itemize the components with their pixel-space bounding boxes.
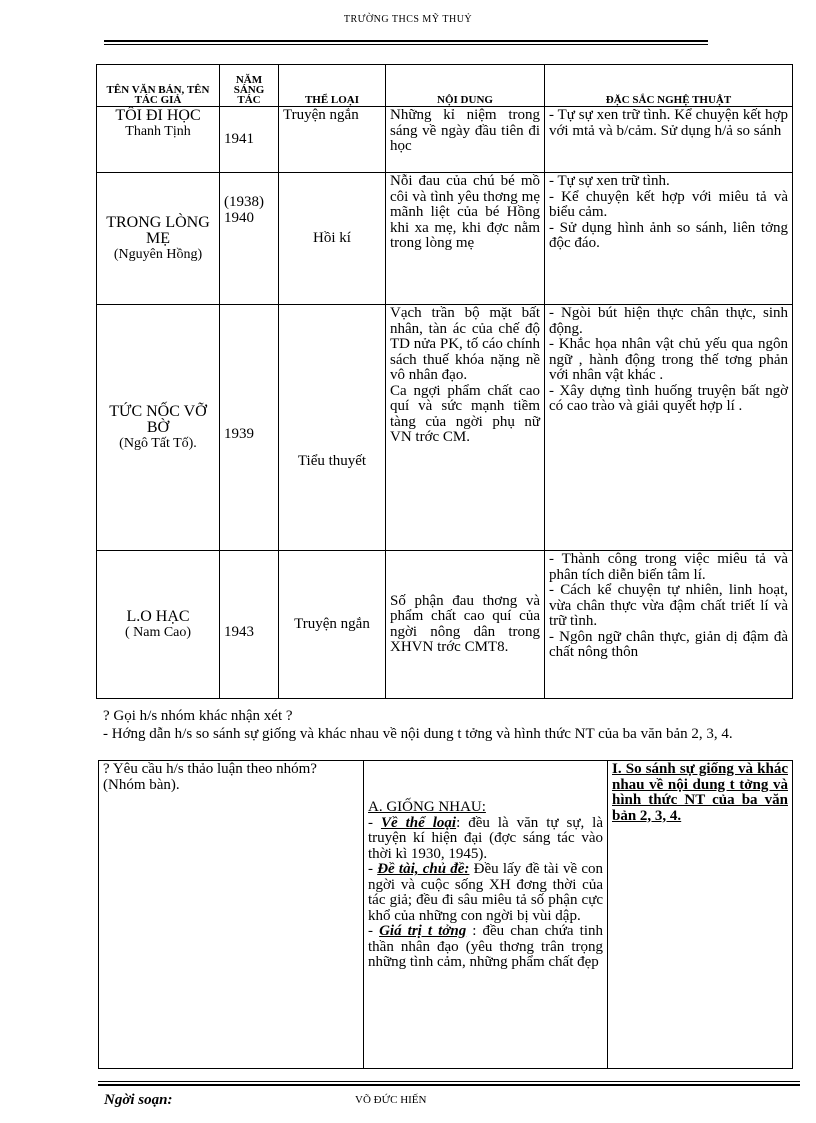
item-label: Giá trị t tởng <box>379 923 467 939</box>
note-line: ? Gọi h/s nhóm khác nhận xét ? <box>103 708 293 724</box>
table-row <box>97 107 793 173</box>
item-label: Đề tài, chủ đề: <box>377 861 470 877</box>
work-year: 1939 <box>220 305 279 551</box>
footer-author-label: Ngời soạn: <box>104 1092 173 1108</box>
work-content: Số phận đau thơng và phẩm chất cao quí của ngời nông dân trong XHVN trớc CMT8. <box>386 551 545 699</box>
work-title: L.O HẠC <box>126 608 190 625</box>
work-art: - Tự sự xen trữ tình. Kể chuyện kết hợp với mtả và b/cảm. Sử dụng h/ả so sánh <box>545 107 793 173</box>
work-art: - Thành công trong việc miêu tả và phân tích diễn biến tâm lí. - Cách kể chuyện tự nhiên, linh hoạt, vừa chân thực vừa đậm chất triết lí và trữ tình. - Ngôn ngữ chân thực, giản dị đậm đà chất nông thôn <box>545 551 793 699</box>
comparison-item: - Về thể loại: đều là văn tự sự, là truyện kí hiện đại (đợc sáng tác vào thời kì 1930, 1945). <box>368 814 603 862</box>
work-genre: Truyện ngắn <box>279 107 386 173</box>
page-header: TRƯỜNG THCS MỸ THUỶ <box>343 14 473 25</box>
work-content: Nỗi đau của chú bé mồ côi và tình yêu thơng mẹ mãnh liệt của bé Hồng khi xa mẹ, khi đợc nằm trong lòng mẹ <box>386 173 545 305</box>
note-line: - Hớng dẫn h/s so sánh sự giống và khác nhau về nội dung t tởng và hình thức NT của ba văn bản 2, 3, 4. <box>103 726 733 742</box>
work-author: ( Nam Cao) <box>124 625 192 640</box>
item-text: Đều lấy đề tài về con ngời và cuộc sống XH đơng thời của tác giả; đều đi sâu miêu tả số phận cực khổ của những con ngời bị vùi dập. <box>368 861 604 924</box>
work-cell <box>97 173 220 305</box>
work-year: 1943 <box>220 551 279 699</box>
table-row <box>97 551 793 699</box>
work-content: Những kỉ niệm trong sáng về ngày đầu tiên đi học <box>386 107 545 173</box>
work-title: TRONG LÒNG MẸ <box>106 214 210 247</box>
work-year: 1941 <box>220 107 279 173</box>
work-genre: Tiểu thuyết <box>279 305 386 551</box>
work-art: - Tự sự xen trữ tình. - Kể chuyện kết hợp với miêu tả và biểu cảm. - Sử dụng hình ảnh so sánh, liên tởng độc đáo. <box>545 173 793 305</box>
work-cell <box>97 107 220 173</box>
activity-cell: ? Yêu cầu h/s thảo luận theo nhóm? (Nhóm bàn). <box>99 761 364 1069</box>
works-table <box>96 64 793 699</box>
work-title: TỨC NỐC VỠ BỜ <box>109 403 207 436</box>
section-a-heading: A. GIỐNG NHAU: <box>368 799 486 815</box>
work-cell <box>97 305 220 551</box>
header-title-author: TÊN VĂN BẢN, TÊN TÁC GIẢ <box>97 65 220 107</box>
footer-rule <box>98 1081 800 1086</box>
work-genre: Hồi kí <box>279 173 386 305</box>
item-label: Về thể loại <box>380 814 457 831</box>
header-year: NĂM SÁNG TÁC <box>220 65 279 107</box>
comparison-item: - Đề tài, chủ đề: Đều lấy đề tài về con ngời và cuộc sống XH đơng thời của tác giả; đều đi sâu miêu tả số phận cực khổ của những con ngời bị vùi dập. <box>368 861 604 924</box>
comparison-content <box>364 761 608 1069</box>
section-heading: I. So sánh sự giống và khác nhau về nội dung t tởng và hình thức NT của ba văn bản 2, 3, 4. <box>608 761 793 1069</box>
work-title: TÔI ĐI HỌC <box>115 107 201 124</box>
header-art: ĐẶC SẮC NGHỆ THUẬT <box>545 65 793 107</box>
work-content: Vạch trần bộ mặt bất nhân, tàn ác của chế độ TD nửa PK, tố cáo chính sách thuế khóa nặng nề vô nhân đạo. Ca ngợi phẩm chất cao quí và sức mạnh tiềm tàng của ngời phụ nữ VN trớc CM. <box>386 305 545 551</box>
comparison-table <box>98 760 793 1069</box>
work-author: (Ngô Tất Tố). <box>119 436 197 451</box>
header-genre: THỂ LOẠI <box>279 65 386 107</box>
table-row <box>97 305 793 551</box>
item-text: : đều là văn tự sự, là truyện kí hiện đại (đợc sáng tác vào thời kì 1930, 1945). <box>368 814 603 862</box>
item-text: : đều chan chứa tinh thần nhân đạo (yêu thơng trân trọng những tình cảm, những phẩm chất đẹp <box>368 923 603 970</box>
header-content: NỘI DUNG <box>386 65 545 107</box>
work-year <box>220 173 279 305</box>
table-row <box>97 173 793 305</box>
work-genre: Truyện ngắn <box>279 551 386 699</box>
header-rule <box>104 40 708 45</box>
table-header-row <box>97 65 793 107</box>
comparison-item: - Giá trị t tởng : đều chan chứa tinh thần nhân đạo (yêu thơng trân trọng những tình cảm, những phẩm chất đẹp <box>368 923 603 970</box>
work-author: (Nguyên Hồng) <box>113 247 203 262</box>
table-row <box>99 761 793 1069</box>
work-year-text: (1938) 1940 <box>224 194 264 226</box>
footer-author-name: VÕ ĐỨC HIẾN <box>355 1094 427 1106</box>
work-art: - Ngòi bút hiện thực chân thực, sinh động. - Khắc họa nhân vật chủ yếu qua ngôn ngữ , hành động trong thế tơng phản với nhân vật khác . - Xây dựng tình huống truyện bất ngờ có cao trào và giải quyết hợp lí . <box>545 305 793 551</box>
work-cell <box>97 551 220 699</box>
work-author: Thanh Tịnh <box>125 124 191 139</box>
